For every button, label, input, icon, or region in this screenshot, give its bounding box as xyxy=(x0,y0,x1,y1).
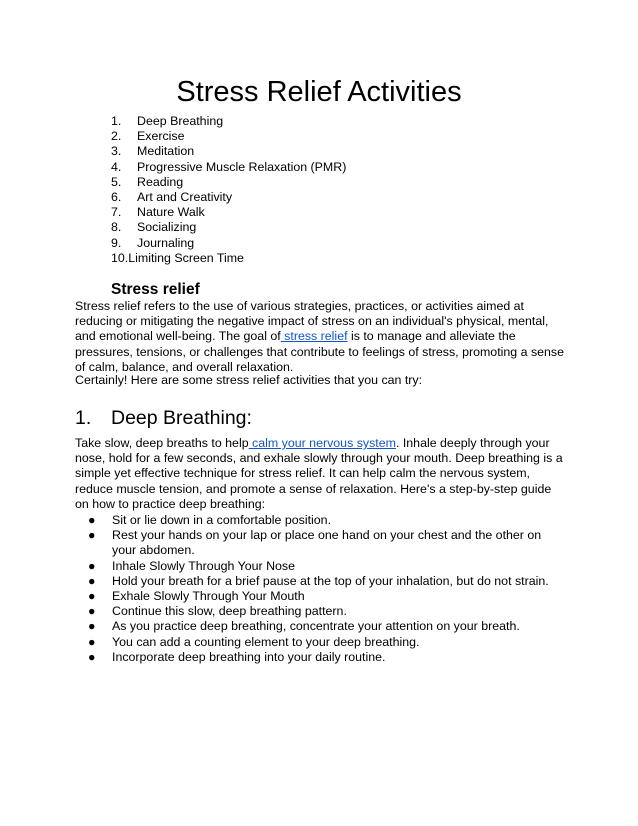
document-title: Stress Relief Activities xyxy=(176,76,462,108)
bullet-icon: ● xyxy=(88,649,96,664)
list-item xyxy=(111,220,346,235)
list-item-label: Meditation xyxy=(137,144,195,159)
list-item xyxy=(88,650,558,665)
list-item-label: Deep Breathing xyxy=(137,114,224,128)
bullet-icon: ● xyxy=(88,604,96,619)
list-item-label: Continue this slow, deep breathing pattern. xyxy=(112,604,347,619)
list-item-number: 3. xyxy=(111,144,122,159)
deep-breathing-paragraph xyxy=(75,436,565,512)
list-item-label: Journaling xyxy=(137,235,195,250)
list-item-label: Socializing xyxy=(137,220,197,235)
heading-number: 1. xyxy=(75,407,92,429)
list-item-label: Nature Walk xyxy=(137,205,205,220)
stress-relief-heading: Stress relief xyxy=(111,281,200,298)
heading-text: Deep Breathing: xyxy=(111,407,252,429)
list-item xyxy=(88,635,558,650)
list-item xyxy=(88,604,558,619)
list-item-label: Limiting Screen Time xyxy=(128,250,244,265)
list-item xyxy=(88,589,558,604)
list-item-label: Hold your breath for a brief pause at the top of your inhalation, but do not strain. xyxy=(112,573,549,588)
list-item-number: 1. xyxy=(111,114,122,128)
list-item xyxy=(111,205,346,220)
list-item xyxy=(88,528,558,558)
list-item-number: 9. xyxy=(111,235,122,250)
list-item xyxy=(88,513,558,528)
bullet-icon: ● xyxy=(88,513,96,527)
list-item xyxy=(111,190,346,205)
bullet-icon: ● xyxy=(88,558,96,573)
deep-breathing-heading xyxy=(75,405,252,431)
list-item-number: 6. xyxy=(111,189,122,204)
bullet-icon: ● xyxy=(88,589,96,604)
stress-relief-link[interactable]: stress relief xyxy=(280,329,348,344)
list-item-number: 4. xyxy=(111,159,122,174)
list-item-label: Sit or lie down in a comfortable position. xyxy=(112,513,332,527)
list-item xyxy=(88,619,558,634)
paragraph-text: is to manage and alleviate the pressures, tensions, or challenges that contribute to feelings of stress, promoting a sense of calm, balance, and overall relaxation. xyxy=(75,329,565,374)
intro-paragraph: Certainly! Here are some stress relief activities that you can try: xyxy=(75,373,423,387)
deep-breathing-steps xyxy=(88,513,558,665)
paragraph-text: Take slow, deep breaths to help xyxy=(75,436,249,450)
list-item-number: 5. xyxy=(111,174,122,189)
list-item xyxy=(111,144,346,159)
list-item-number: 7. xyxy=(111,205,122,220)
list-item-number: 2. xyxy=(111,129,122,144)
bullet-icon: ● xyxy=(88,528,96,543)
paragraph-text: . Inhale deeply through your nose, hold for a few seconds, and exhale slowly through your mouth. Deep breathing is a simple yet effective technique for stress relief. It can help calm the nervous system, reduce muscle tension, and promote a sense of relaxation. Here's a step-by-step guide on how to practice deep breathing: xyxy=(75,436,563,511)
bullet-icon: ● xyxy=(88,573,96,588)
list-item xyxy=(111,236,346,251)
list-item-label: Exercise xyxy=(137,129,185,144)
paragraph-text: Stress relief refers to the use of various strategies, practices, or activities aimed at reducing or mitigating the negative impact of stress on an individual's physical, mental, and emotional well-being. The goal of xyxy=(75,299,549,344)
list-item-label: Art and Creativity xyxy=(137,189,233,204)
list-item-label: Reading xyxy=(137,174,184,189)
list-item-label: Inhale Slowly Through Your Nose xyxy=(112,558,295,573)
list-item-label: You can add a counting element to your deep breathing. xyxy=(112,634,420,649)
list-item xyxy=(88,559,558,574)
bullet-icon: ● xyxy=(88,634,96,649)
list-item xyxy=(88,574,558,589)
list-item-label: As you practice deep breathing, concentrate your attention on your breath. xyxy=(112,619,520,634)
bullet-icon: ● xyxy=(88,619,96,634)
list-item xyxy=(111,114,346,129)
list-item-label: Progressive Muscle Relaxation (PMR) xyxy=(137,159,347,174)
calm-nervous-system-link[interactable]: calm your nervous system xyxy=(248,436,396,450)
list-item xyxy=(111,251,346,266)
stress-relief-paragraph xyxy=(75,299,565,375)
list-item-label: Exhale Slowly Through Your Mouth xyxy=(112,589,305,604)
list-item xyxy=(111,129,346,144)
list-item-number: 10. xyxy=(111,250,129,265)
list-item-label: Rest your hands on your lap or place one hand on your chest and the other on your abdomen. xyxy=(112,528,542,558)
list-item-number: 8. xyxy=(111,220,122,235)
list-item xyxy=(111,160,346,175)
list-item xyxy=(111,175,346,190)
list-item-label: Incorporate deep breathing into your daily routine. xyxy=(112,649,386,664)
activities-list xyxy=(111,114,346,266)
